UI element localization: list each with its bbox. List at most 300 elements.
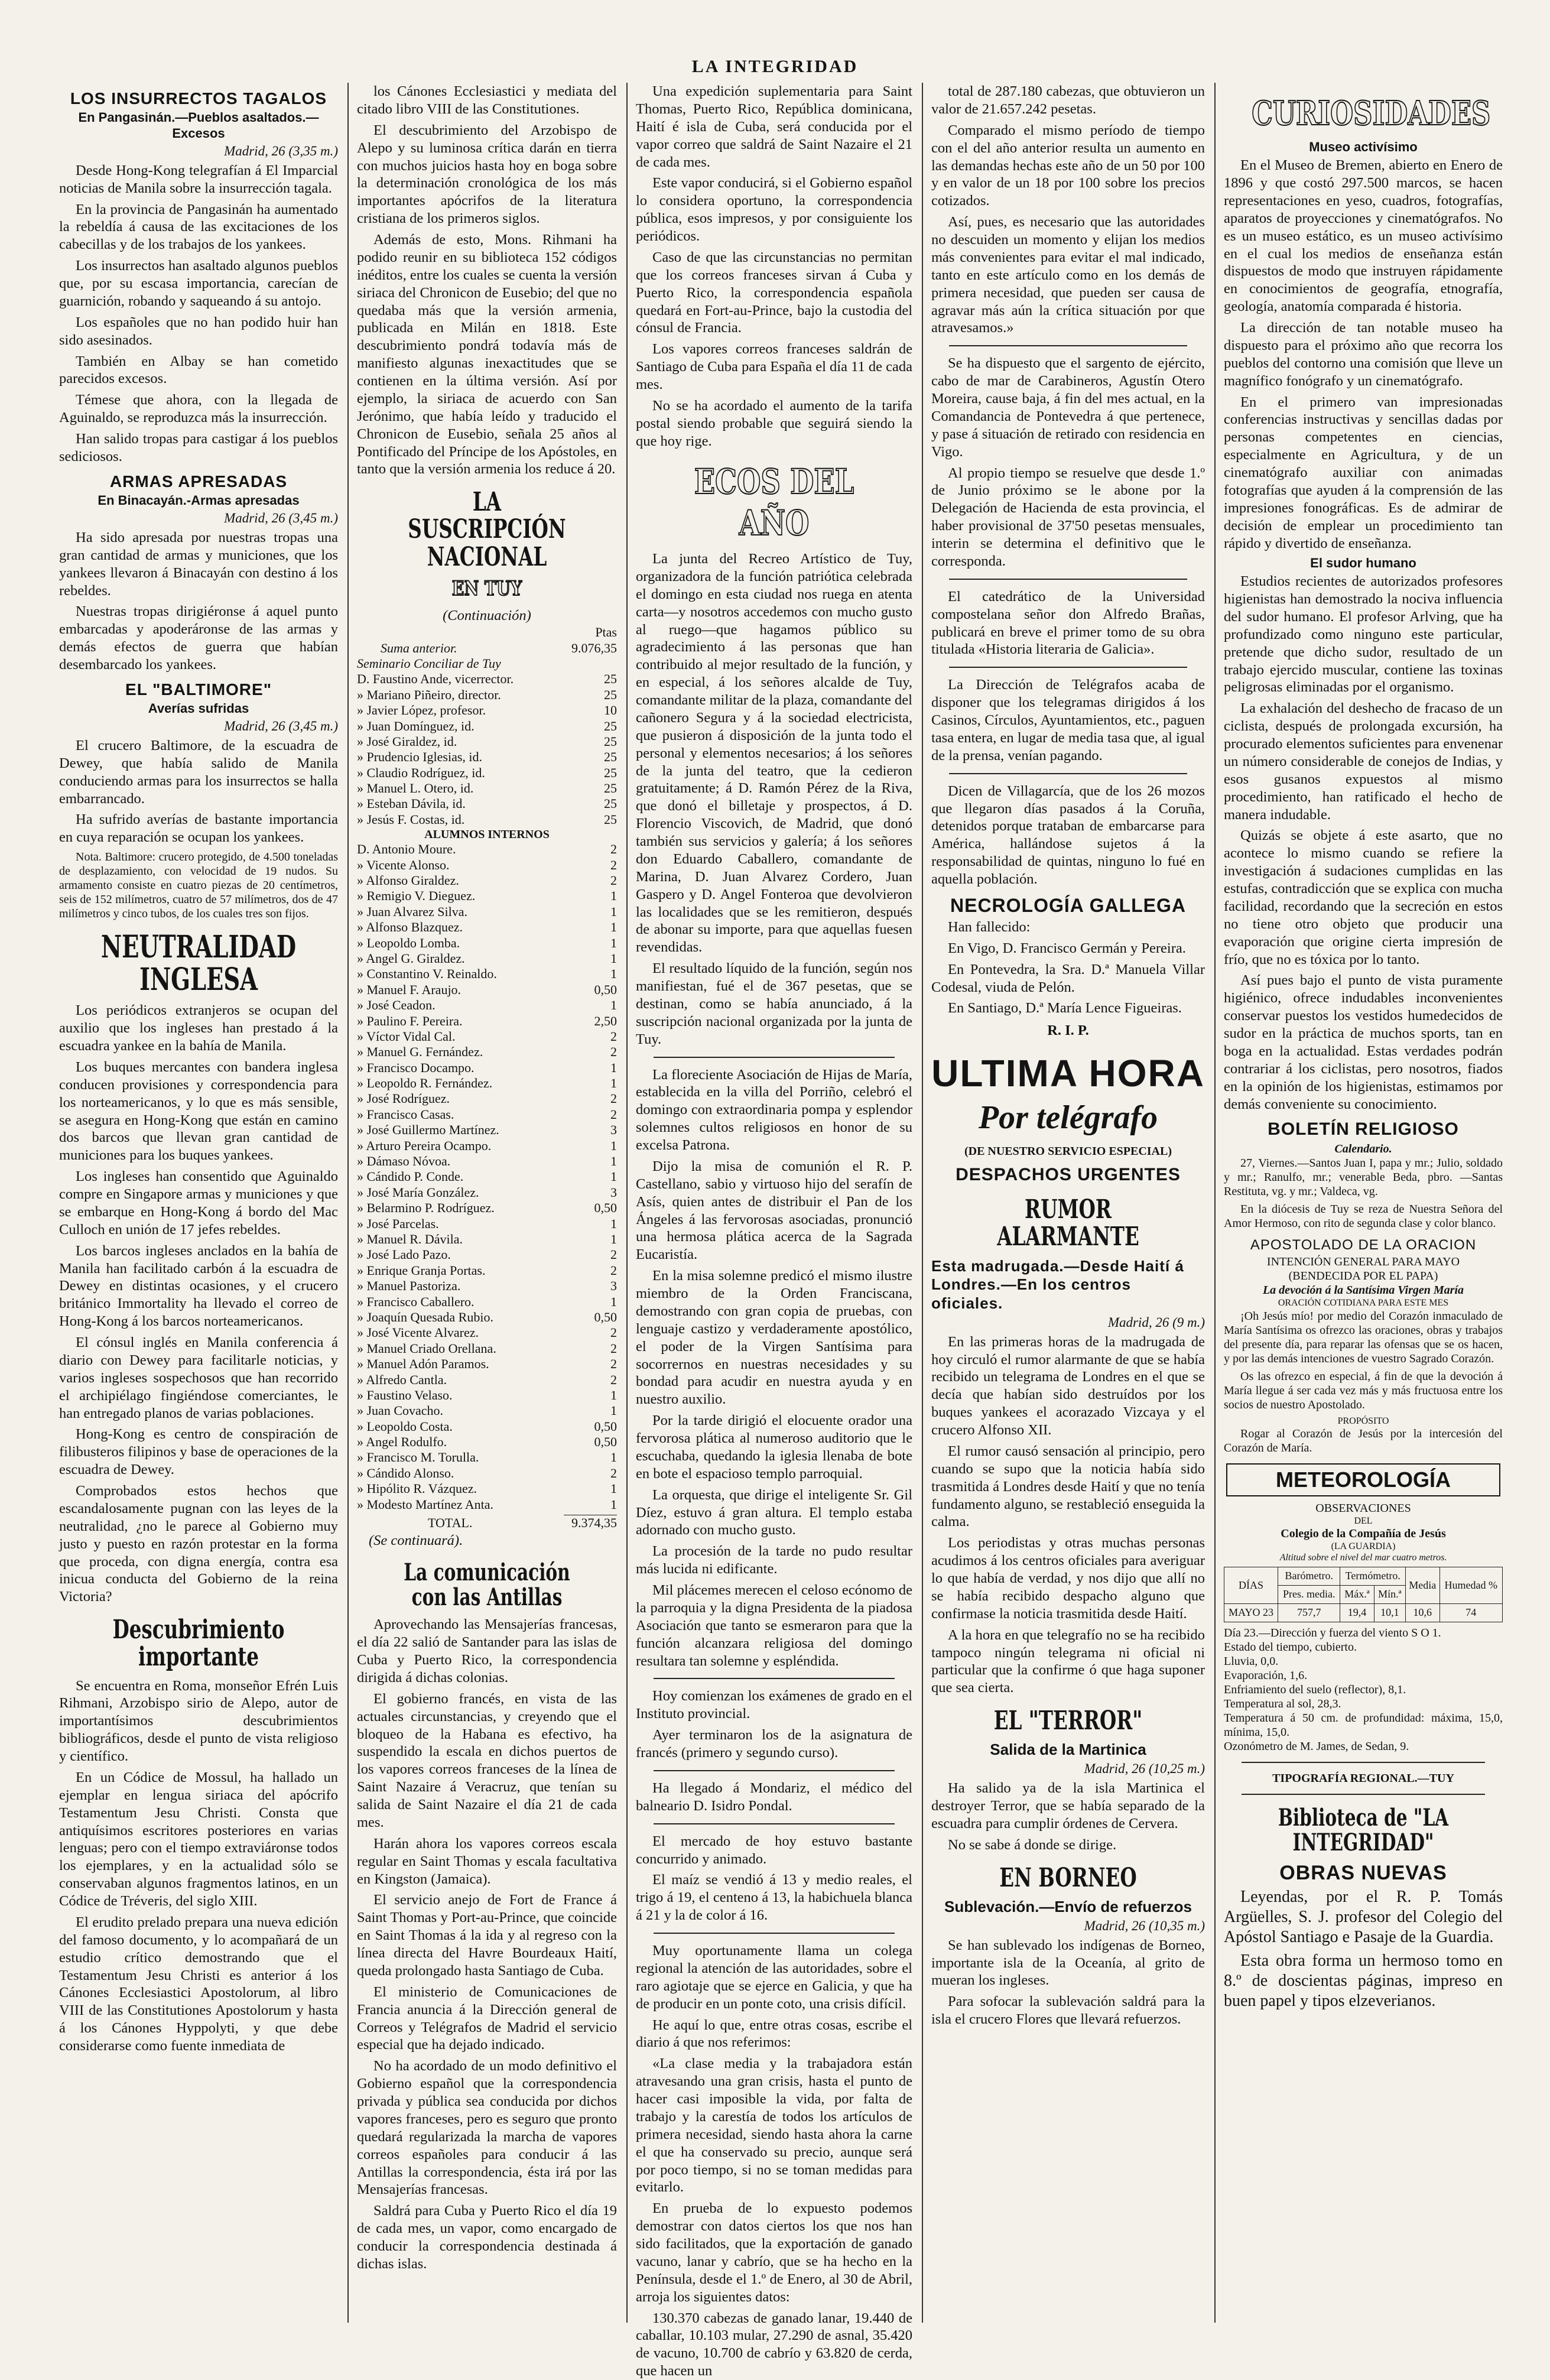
- met-header-min: Mín.ª: [1374, 1586, 1406, 1604]
- paragraph: Esta obra forma un hermoso tomo en 8.º de doscientas páginas, impreso en buen papel y tipos elzeverianos.: [1224, 1951, 1503, 2011]
- donor-name: » Prudencio Iglesias, id.: [357, 749, 564, 765]
- paragraph: En la provincia de Pangasinán ha aumentado la rebeldía á causa de las excitaciones de los cabecillas y de los trabajos de los yankees.: [59, 201, 338, 254]
- paragraph: La floreciente Asociación de Hijas de María, establecida en la villa del Porriño, celebró el domingo con extraordinaria pompa y esplendor solemnes cultos religiosos en honor de su excelsa Patrona.: [636, 1066, 912, 1154]
- paragraph: No ha acordado de un modo definitivo el Gobierno español que la correspondencia privada y pública sea conducida por dichos vapores franceses, pero es seguro que pronto quedará regularizada la marcha de vapores correos españoles para conducir á las Antillas la correspondencia, ésta irá por las Mensajerías francesas.: [357, 2057, 617, 2199]
- apostolado-title: APOSTOLADO DE LA ORACION: [1224, 1236, 1503, 1254]
- met-colegio: Colegio de la Compañía de Jesús: [1224, 1527, 1503, 1541]
- donation-amount: 25: [564, 765, 617, 781]
- donor-name: » José Parcelas.: [357, 1216, 564, 1232]
- donation-row: [357, 1232, 617, 1247]
- donation-row: [357, 982, 617, 998]
- seminario-label: Seminario Conciliar de Tuy: [357, 656, 617, 671]
- terror-subtitle: Salida de la Martinica: [931, 1741, 1205, 1759]
- suma-value: 9.076,35: [564, 641, 617, 656]
- donor-name: » Remigio V. Dieguez.: [357, 888, 564, 904]
- donation-row: [357, 1060, 617, 1076]
- met-max: 19,4: [1340, 1604, 1374, 1622]
- donor-name: » José Ceadon.: [357, 998, 564, 1013]
- paragraph: El gobierno francés, en vista de las actuales circunstancias, y creyendo que el bloqueo de la Habana es efectivo, ha suspendido la escala en dichos puertos de los vapores correos franceses de la línea de Saint Nazaire á Veracruz, que tenían su salida de Saint Nazaire el día 21 de cada mes.: [357, 1690, 617, 1832]
- paragraph: El resultado líquido de la función, según nos manifiestan, fué el de 367 pesetas, que se destinan, como se había anunciado, á la suscripción nacional organizada por la junta de Tuy.: [636, 960, 912, 1048]
- insurrectos-dateline: Madrid, 26 (3,35 m.): [59, 143, 338, 160]
- donation-amount: 1: [564, 1232, 617, 1247]
- paragraph: Aprovechando las Mensajerías francesas, el día 22 salió de Santander para las islas de Cuba y Puerto Rico, la correspondencia dirigida á dichas colonias.: [357, 1616, 617, 1687]
- borneo-title: EN BORNEO: [967, 1865, 1169, 1892]
- paragraph: Una expedición suplementaria para Saint Thomas, Puerto Rico, República dominicana, Haití é isla de Cuba, será conducida por el vapor correo que saldrá de Saint Nazaire el 21 de cada mes.: [636, 83, 912, 171]
- donation-amount: 1: [564, 888, 617, 904]
- donor-name: » Manuel F. Araujo.: [357, 982, 564, 998]
- proposito-text: Rogar al Corazón de Jesús por la intercesión del Corazón de María.: [1224, 1427, 1503, 1455]
- met-note: Lluvia, 0,0.: [1224, 1654, 1503, 1668]
- paragraph: Los españoles que no han podido huir han sido asesinados.: [59, 314, 338, 349]
- paragraph: Los ingleses han consentido que Aguinaldo compre en Singapore armas y municiones y que se embarque en Hong-Kong á bordo del Mac Culloch en unión de 17 jefes rebeldes.: [59, 1168, 338, 1239]
- donation-row: [357, 1434, 617, 1450]
- paragraph: En Vigo, D. Francisco Germán y Pereira.: [931, 940, 1205, 957]
- donation-row: [357, 888, 617, 904]
- paragraph: Estudios recientes de autorizados profesores higienistas han demostrado la nociva influencia del sudor humano. El profesor Arlving, que ha profundizado como ninguno este particular, pretende que dicho sudor, resultado de un trabajo ejercido muscular, contiene las toxinas peligrosas eliminadas por el organismo.: [1224, 573, 1503, 696]
- donor-name: » Juan Domínguez, id.: [357, 719, 564, 734]
- met-note: Temperatura á 50 cm. de profundidad: máxima, 15,0, mínima, 15,0.: [1224, 1711, 1503, 1739]
- donation-row: [357, 1419, 617, 1434]
- donation-row: [357, 1403, 617, 1418]
- donor-name: » Juan Covacho.: [357, 1403, 564, 1418]
- donor-name: » Paulino F. Pereira.: [357, 1014, 564, 1029]
- donation-amount: 2: [564, 1372, 617, 1388]
- donation-amount: 2: [564, 1091, 617, 1106]
- divider: [654, 1678, 895, 1679]
- paragraph: Los buques mercantes con bandera inglesa conducen provisiones y correspondencia para los norteamericanos, y lo que es más sensible, se asegura en Hong-Kong que están en camino dos barcos que llevan gran cantidad de municiones para los buques yankees.: [59, 1059, 338, 1164]
- donation-amount: 1: [564, 1216, 617, 1232]
- paragraph: La exhalación del deshecho de fracaso de un ciclista, después de prolongada excursión, ha procurado elementos suficientes para envenenar un número considerable de conejos de Indias, y esos gusanos expuestos al mismo procedimiento, han ratificado el hecho de manera indudable.: [1224, 700, 1503, 823]
- donor-name: » Leopoldo Costa.: [357, 1419, 564, 1434]
- paragraph: Mil plácemes merecen el celoso ecónomo de la parroquia y la digna Presidenta de la piadosa Asociación que tanto se esmeraron para que la función alcanzara religiosa del domingo resultara tan solemne y espléndida.: [636, 1582, 912, 1670]
- donation-row: [357, 1122, 617, 1138]
- donation-amount: 2: [564, 842, 617, 857]
- donation-amount: 1: [564, 1497, 617, 1512]
- baltimore-subtitle: Averías sufridas: [59, 701, 338, 717]
- paragraph: La Dirección de Telégrafos acaba de disponer que los telegramas dirigidos á los Casinos, Círculos, Ayuntamientos, etc., paguen tasa entera, en lugar de media tasa que, al igual de la prensa, venían pagando.: [931, 676, 1205, 764]
- donation-row: [357, 1200, 617, 1216]
- donation-amount: 3: [564, 1122, 617, 1138]
- rumor-dateline: Madrid, 26 (9 m.): [931, 1314, 1205, 1331]
- donation-row: [357, 1169, 617, 1184]
- donation-amount: 1: [564, 998, 617, 1013]
- baltimore-title: EL "BALTIMORE": [59, 680, 338, 700]
- curiosidades-title: CURIOSIDADES: [1252, 93, 1475, 134]
- curiosidades-sub2: El sudor humano: [1224, 556, 1503, 572]
- met-min: 10,1: [1374, 1604, 1406, 1622]
- donor-name: » Manuel L. Otero, id.: [357, 781, 564, 796]
- antillas-title: La comunicación con las Antillas: [391, 1560, 583, 1610]
- paragraph: Han salido tropas para castigar á los pueblos sediciosos.: [59, 430, 338, 466]
- paragraph: El crucero Baltimore, de la escuadra de Dewey, que había salido de Manila conduciendo armas para los insurrectos se halla embarrancado.: [59, 737, 338, 808]
- donation-row: [357, 1341, 617, 1356]
- donation-row: [357, 1372, 617, 1388]
- donation-amount: 10: [564, 703, 617, 718]
- paragraph: He aquí lo que, entre otras cosas, escribe el diario á que nos referimos:: [636, 2017, 912, 2052]
- donation-amount: 2,50: [564, 1014, 617, 1029]
- donor-name: » Faustino Velaso.: [357, 1388, 564, 1403]
- donation-row: [357, 873, 617, 888]
- insurrectos-title: LOS INSURRECTOS TAGALOS: [59, 89, 338, 109]
- paragraph: Harán ahora los vapores correos escala regular en Saint Thomas y escala facultativa en Kingston (Jamaica).: [357, 1835, 617, 1888]
- donation-row: [357, 1029, 617, 1044]
- calendario-label: Calendario.: [1224, 1142, 1503, 1156]
- paragraph: Comprobados estos hechos que escandalosamente pugnan con las leyes de la neutralidad, ¿no le parece al Gobierno muy justo y puesto en razón protestar en la forma que proceda, con digna energía, contra esa inicua conducta del Gobierno de la reina Victoria?: [59, 1482, 338, 1606]
- devocion-label: La devoción á la Santísima Virgen María: [1224, 1283, 1503, 1297]
- donation-amount: 25: [564, 719, 617, 734]
- donation-amount: 2: [564, 1247, 617, 1262]
- donation-row: [357, 951, 617, 966]
- donor-name: » Manuel Pastoriza.: [357, 1278, 564, 1294]
- donation-amount: 25: [564, 734, 617, 749]
- met-note: Evaporación, 1,6.: [1224, 1668, 1503, 1683]
- paragraph: Así, pues, es necesario que las autoridades no descuiden un momento y elijan los medios más convenientes para evitar el mal indicado, tanto en este artículo como en los demás de primera necesidad, que pueden ser causa de agravar más aún la crítica situación por que atravesamos.»: [931, 213, 1205, 337]
- donor-name: » Mariano Piñeiro, director.: [357, 687, 564, 703]
- paragraph: Ha sufrido averías de bastante importancia en cuya reparación se ocupan los yankees.: [59, 811, 338, 846]
- donor-name: » Francisco M. Torulla.: [357, 1450, 564, 1465]
- donor-name: » Manuel G. Fernández.: [357, 1044, 564, 1060]
- donation-amount: 1: [564, 920, 617, 935]
- borneo-subtitle: Sublevación.—Envío de refuerzos: [931, 1898, 1205, 1917]
- donation-amount: 2: [564, 1356, 617, 1372]
- donation-row: [357, 671, 617, 687]
- donation-row: [357, 1325, 617, 1340]
- donation-amount: 2: [564, 1263, 617, 1278]
- donor-name: » Hipólito R. Vázquez.: [357, 1481, 564, 1496]
- tipografia-label: TIPOGRAFÍA REGIONAL.—TUY: [1224, 1771, 1503, 1785]
- donation-amount: 1: [564, 1154, 617, 1169]
- donation-amount: 1: [564, 936, 617, 951]
- donation-row: [357, 1154, 617, 1169]
- column-4: [931, 83, 1205, 2323]
- met-header-termometro: Termómetro.: [1340, 1567, 1406, 1586]
- paragraph: Comparado el mismo período de tiempo con el del año anterior resulta un aumento en las demandas hechas este año de un 50 por 100 y en valor de un 18 por 100 sobre los precios cotizados.: [931, 122, 1205, 210]
- suscripcion-title: LA SUSCRIPCIÓN NACIONAL: [391, 489, 583, 571]
- paragraph: Este vapor conducirá, si el Gobierno español lo considera oportuno, la correspondencia pública, esos impresos, y por consiguiente los periódicos.: [636, 174, 912, 245]
- donation-amount: 2: [564, 1466, 617, 1481]
- donation-row: [357, 858, 617, 873]
- alumnos-label: ALUMNOS INTERNOS: [357, 827, 617, 842]
- donation-row: [357, 1185, 617, 1200]
- donation-amount: 1: [564, 1403, 617, 1418]
- donation-row: [357, 812, 617, 827]
- oracion-text: ¡Oh Jesús mío! por medio del Corazón inmaculado de María Santísima os ofrezco las oraciones, obras y trabajos del presente día, para reparar las ofensas que se os hacen, y por las demás intenciones de vuestro Sagrado Corazón.: [1224, 1309, 1503, 1366]
- donor-name: » Manuel Criado Orellana.: [357, 1341, 564, 1356]
- donation-row: [357, 687, 617, 703]
- paragraph: En un Códice de Mossul, ha hallado un ejemplar en lengua siriaca del apócrifo Testamentum Jesu Christi. Consta que antiquísimos escritores posteriores en varias lenguas; pero con el tiempo extraviáronse todos los ejemplares, y en la actualidad sólo se conservaban algunos fragmentos latinos, en un Códice de Tréveris, del siglo XIII.: [59, 1769, 338, 1910]
- borneo-dateline: Madrid, 26 (10,35 m.): [931, 1918, 1205, 1934]
- paragraph: Hoy comienzan los exámenes de grado en el Instituto provincial.: [636, 1687, 912, 1723]
- paragraph: Se encuentra en Roma, monseñor Efrén Luis Rihmani, Arzobispo sirio de Alepo, autor de importantísimos descubrimientos bibliográficos, desde el punto de vista religioso y científico.: [59, 1677, 338, 1765]
- paragraph: La orquesta, que dirige el inteligente Sr. Gil Díez, estuvo á gran altura. El templo estaba adornado con mucho gusto.: [636, 1486, 912, 1540]
- paragraph: Así pues bajo el punto de vista puramente higiénico, ofrece indudables inconvenientes conservar puestos los vestidos humedecidos de sudor en la práctica de muchos sports, tan en boga en la actualidad. Estas verdades podrán contrariar á los ciclistas, pero nosotros, fiados en la opinión de los higienistas, estimamos por demás conveniente su conocimiento.: [1224, 972, 1503, 1113]
- donor-name: » Alfonso Giraldez.: [357, 873, 564, 888]
- column-2: [357, 83, 617, 2323]
- donations-list: [357, 671, 617, 827]
- donor-name: » Constantino V. Reinaldo.: [357, 966, 564, 982]
- paragraph: Ha salido ya de la isla Martinica el destroyer Terror, que se había separado de la escuadra para cumplir órdenes de Cervera.: [931, 1780, 1205, 1833]
- donor-name: » Javier López, profesor.: [357, 703, 564, 718]
- donation-row: [357, 1014, 617, 1029]
- paragraph: Los insurrectos han asaltado algunos pueblos que, por su escasa importancia, carecían de guarnición, robando y saqueando á su antojo.: [59, 257, 338, 310]
- baltimore-dateline: Madrid, 26 (3,45 m.): [59, 718, 338, 735]
- donor-name: » José Lado Pazo.: [357, 1247, 564, 1262]
- paragraph: En Santiago, D.ª María Lence Figueiras.: [931, 999, 1205, 1017]
- donation-row: [357, 1388, 617, 1403]
- donor-name: » Esteban Dávila, id.: [357, 796, 564, 811]
- paragraph: Para sofocar la sublevación saldrá para la isla el crucero Flores que llevará refuerzos.: [931, 1993, 1205, 2028]
- donation-row: [357, 781, 617, 796]
- donor-name: » Manuel Adón Paramos.: [357, 1356, 564, 1372]
- paragraph: El erudito prelado prepara una nueva edición del famoso documento, y lo acompañará de un estudio crítico demostrando que el Testamentum Jesu Christi es anterior á los Cánones Ecclesiastici Apostolorum, al libro VIII de las Constitutiones Apostolorum y hasta á los Cánones Hyppolyti, y que debe considerarse como fuente inmediata de: [59, 1914, 338, 2055]
- donor-name: D. Antonio Moure.: [357, 842, 564, 857]
- donation-row: [357, 1247, 617, 1262]
- donation-row: [357, 703, 617, 718]
- donation-row: [357, 998, 617, 1013]
- paragraph: En la misa solemne predicó el mismo ilustre miembro de la Orden Franciscana, demostrando con gran copia de pruebas, con lenguaje castizo y verdaderamente apostólico, el poder de la Virgen Santísima para socorrernos en nuestras necesidades y su bondad para acudir en nuestra ayuda y en nuestro auxilio.: [636, 1267, 912, 1408]
- rumor-title: RUMOR ALARMANTE: [967, 1196, 1169, 1251]
- donation-amount: 2: [564, 1341, 617, 1356]
- donation-amount: 0,50: [564, 1310, 617, 1325]
- paragraph: total de 287.180 cabezas, que obtuvieron un valor de 21.657.242 pesetas.: [931, 83, 1205, 118]
- donation-row: [357, 1138, 617, 1154]
- paragraph: Han fallecido:: [931, 918, 1205, 936]
- divider: [1242, 1794, 1485, 1795]
- donor-name: » Alfredo Cantla.: [357, 1372, 564, 1388]
- donation-amount: 25: [564, 749, 617, 765]
- necrologia-title: NECROLOGÍA GALLEGA: [931, 894, 1205, 917]
- divider: [654, 1770, 895, 1771]
- donor-name: » Belarmino P. Rodríguez.: [357, 1200, 564, 1216]
- paragraph: Ha sido apresada por nuestras tropas una gran cantidad de armas y municiones, que los yankees llevaron á Binacayán con destino á los rebeldes.: [59, 529, 338, 600]
- oracion-text-2: Os las ofrezco en especial, á fin de que la devoción á María llegue á ser cada vez más y más fructuosa entre los socios de nuestro Apostolado.: [1224, 1369, 1503, 1412]
- paragraph: Nuestras tropas dirigiéronse á aquel punto embarcadas y apoderáronse de las armas y demás efectos de guerra que habían desembarcado los yankees.: [59, 603, 338, 674]
- donor-name: » Jesús F. Costas, id.: [357, 812, 564, 827]
- suscripcion-subtitle: EN TUY: [383, 577, 591, 601]
- column-1: [59, 83, 338, 2323]
- divider: [654, 1933, 895, 1934]
- donation-row: [357, 1091, 617, 1106]
- met-header-barometro: Barómetro.: [1278, 1567, 1340, 1586]
- donation-amount: 0,50: [564, 982, 617, 998]
- met-note: Temperatura al sol, 28,3.: [1224, 1697, 1503, 1711]
- paragraph: Leyendas, por el R. P. Tomás Argüelles, S. J. profesor del Colegio del Apóstol Santiago e Pasaje de la Guardia.: [1224, 1887, 1503, 1947]
- armas-title: ARMAS APRESADAS: [59, 472, 338, 492]
- met-humedad: 74: [1439, 1604, 1502, 1622]
- donation-row: [357, 1076, 617, 1091]
- paragraph: Témese que ahora, con la llegada de Aguinaldo, se reproduzca más la insurrección.: [59, 391, 338, 427]
- armas-subtitle: En Binacayán.-Armas apresadas: [59, 493, 338, 509]
- donation-row: [357, 1278, 617, 1294]
- donation-amount: 2: [564, 873, 617, 888]
- paragraph: El mercado de hoy estuvo bastante concurrido y animado.: [636, 1833, 912, 1868]
- column-rule: [922, 83, 923, 2323]
- donation-amount: 1: [564, 951, 617, 966]
- donor-name: » Francisco Docampo.: [357, 1060, 564, 1076]
- met-header-dias: DÍAS: [1224, 1567, 1278, 1604]
- paragraph: La dirección de tan notable museo ha dispuesto para el próximo año que recorra los pueblos del contorno una comisión que lleve un magnífico fonógrafo y un cinematógrafo.: [1224, 319, 1503, 390]
- curiosidades-sub1: Museo activísimo: [1224, 139, 1503, 155]
- met-note: Estado del tiempo, cubierto.: [1224, 1640, 1503, 1654]
- donor-name: » Francisco Casas.: [357, 1107, 564, 1122]
- donor-name: » Vicente Alonso.: [357, 858, 564, 873]
- donation-row: [357, 1466, 617, 1481]
- paragraph: «La clase media y la trabajadora están atravesando una gran crisis, hasta el punto de hacer casi imposible la vida, por falta de trabajo y la carestía de todos los artículos de primera necesidad, siendo hasta ahora la carne el que ha conservado su precio, aunque será por poco tiempo, si no se toman medidas para evitarlo.: [636, 2055, 912, 2196]
- donor-name: » Leopoldo Lomba.: [357, 936, 564, 951]
- paragraph: El descubrimiento del Arzobispo de Alepo y su luminosa crítica darán en tierra con muchos juicios hasta hoy en boga sobre la determinación cronológica de los más importantes apócrifos de la literatura cristiana de los primeros siglos.: [357, 122, 617, 228]
- terror-title: EL "TERROR": [967, 1707, 1169, 1735]
- paragraph: Los barcos ingleses anclados en la bahía de Manila han facilitado carbón á la escuadra de Dewey en distintas ocasiones, y el crucero británico Immortality ha llevado el correo de Hong-Kong á los barcos norteamericanos.: [59, 1242, 338, 1330]
- obras-title: OBRAS NUEVAS: [1224, 1861, 1503, 1885]
- paragraph: El catedrático de la Universidad compostelana señor don Alfredo Brañas, publicará en breve el primer tomo de su obra titulada «Historia literaria de Galicia».: [931, 588, 1205, 659]
- donation-amount: 3: [564, 1185, 617, 1200]
- met-header-media: Media: [1406, 1567, 1439, 1604]
- armas-dateline: Madrid, 26 (3,45 m.): [59, 510, 338, 527]
- met-guardia: (LA GUARDIA): [1224, 1541, 1503, 1552]
- intencion-label: INTENCIÓN GENERAL PARA MAYO: [1224, 1255, 1503, 1269]
- total-label: TOTAL.: [357, 1515, 564, 1531]
- masthead: LA INTEGRIDAD: [0, 57, 1550, 77]
- baltimore-note: Nota. Baltimore: crucero protegido, de 4.500 toneladas de desplazamiento, con velocidad de 19 nudos. Su armamento consiste en cuatro piezas de 20 centímetros, seis de 152 milímetros, cuatro de 57 milímetros, dos de 47 milímetros y cinco tubos, de los cuales tres son fijos.: [59, 850, 338, 921]
- paragraph: En prueba de lo expuesto podemos demostrar con datos ciertos los que nos han sido facilitados, que la exportación de ganado vacuno, lanar y cabrío, que se ha hecho en la Península, desde el 1.º de Enero, al 30 de Abril, arroja los siguientes datos:: [636, 2200, 912, 2306]
- divider: [949, 579, 1187, 580]
- paragraph: Al propio tiempo se resuelve que desde 1.º de Junio próximo se le abone por la Delegación de Hacienda de esta provincia, el haber provisional de 37'50 pesetas mensuales, interin se determina el definitivo que le corresponda.: [931, 465, 1205, 570]
- paragraph: Se han sublevado los indígenas de Borneo, importante isla de la Oceanía, al grito de mueran los ingleses.: [931, 1937, 1205, 1990]
- column-rule: [1214, 83, 1216, 2323]
- divider: [654, 1823, 895, 1824]
- paragraph: los Cánones Ecclesiastici y mediata del citado libro VIII de las Constitutiones.: [357, 83, 617, 118]
- paragraph: En la diócesis de Tuy se reza de Nuestra Señora del Amor Hermoso, con rito de segunda clase y color blanco.: [1224, 1202, 1503, 1230]
- donation-amount: 2: [564, 858, 617, 873]
- donor-name: » José Rodríguez.: [357, 1091, 564, 1106]
- paragraph: Muy oportunamente llama un colega regional la atención de las autoridades, sobre el raro agiotaje que se ejerce en Galicia, y que ha de producir en un ponte coto, una crisis difícil.: [636, 1942, 912, 2013]
- donation-amount: 1: [564, 1294, 617, 1310]
- paragraph: El cónsul inglés en Manila conferencia á diario con Dewey para facilitarle noticias, y varios ingleses sospechosos que han recorrido el archipiélago fingiéndose comerciantes, le han entregado planos de varias poblaciones.: [59, 1334, 338, 1422]
- donation-amount: 0,50: [564, 1419, 617, 1434]
- bendecida-label: (BENDECIDA POR EL PAPA): [1224, 1269, 1503, 1283]
- donation-amount: 25: [564, 687, 617, 703]
- donation-row: [357, 749, 617, 765]
- donation-amount: 0,50: [564, 1434, 617, 1450]
- paragraph: En Pontevedra, la Sra. D.ª Manuela Villar Codesal, viuda de Pelón.: [931, 961, 1205, 996]
- paragraph: Se ha dispuesto que el sargento de ejército, cabo de mar de Carabineros, Agustín Otero Moreira, cause baja, á fin del mes actual, en la Comandancia de Pontevedra á que pertenece, y pase á situación de retirado con residencia en Vigo.: [931, 355, 1205, 460]
- paragraph: La procesión de la tarde no pudo resultar más lucida ni edificante.: [636, 1543, 912, 1578]
- paragraph: Ayer terminaron los de la asignatura de francés (primero y segundo curso).: [636, 1726, 912, 1762]
- donation-amount: 25: [564, 671, 617, 687]
- ecos-title: ECOS DEL AÑO: [664, 461, 885, 545]
- donation-amount: 2: [564, 1044, 617, 1060]
- paragraph: 130.370 cabezas de ganado lanar, 19.440 de caballar, 10.103 mular, 27.290 de asnal, 35.420 de vacuno, 10.700 de cabrío y 63.820 de cerda, que hacen un: [636, 2310, 912, 2380]
- paragraph: Desde Hong-Kong telegrafían á El Imparcial noticias de Manila sobre la insurrección tagala.: [59, 162, 338, 197]
- donation-amount: 1: [564, 966, 617, 982]
- rumor-lead: Esta madrugada.—Desde Haití á Londres.—En los centros oficiales.: [931, 1257, 1205, 1313]
- met-note: Día 23.—Dirección y fuerza del viento S O 1.: [1224, 1626, 1503, 1640]
- donation-row: [357, 1310, 617, 1325]
- divider: [949, 773, 1187, 774]
- met-header-pres: Pres. media.: [1278, 1586, 1340, 1604]
- donation-amount: 2: [564, 1029, 617, 1044]
- donation-row: [357, 1294, 617, 1310]
- donation-amount: 3: [564, 1278, 617, 1294]
- boletin-title: BOLETÍN RELIGIOSO: [1224, 1119, 1503, 1141]
- donation-amount: 1: [564, 1076, 617, 1091]
- donation-row: [357, 1044, 617, 1060]
- paragraph: Los periódicos extranjeros se ocupan del auxilio que los ingleses han prestado á la escuadra yankee en la bahía de Manila.: [59, 1002, 338, 1055]
- donation-row: [357, 796, 617, 811]
- donor-name: » Angel G. Giraldez.: [357, 951, 564, 966]
- meteorologia-table: [1224, 1567, 1503, 1622]
- donor-name: » José Giraldez, id.: [357, 734, 564, 749]
- donations-table: [357, 625, 617, 671]
- ultima-hora-title: ULTIMA HORA: [931, 1050, 1205, 1096]
- donor-name: » Leopoldo R. Fernández.: [357, 1076, 564, 1091]
- donation-amount: 1: [564, 904, 617, 920]
- rip: R. I. P.: [931, 1022, 1205, 1040]
- paragraph: A la hora en que telegrafío no se ha recibido tampoco ningún telegrama ni oficial ni particular que la confirme ó que haga suponer que sea cierta.: [931, 1626, 1205, 1697]
- donation-amount: 1: [564, 1138, 617, 1154]
- donor-name: » Manuel R. Dávila.: [357, 1232, 564, 1247]
- donation-row: [357, 842, 617, 857]
- donor-name: » Angel Rodulfo.: [357, 1434, 564, 1450]
- donor-name: » Arturo Pereira Ocampo.: [357, 1138, 564, 1154]
- met-note: Ozonómetro de M. James, de Sedan, 9.: [1224, 1739, 1503, 1754]
- donor-name: D. Faustino Ande, vicerrector.: [357, 671, 564, 687]
- donation-row: [357, 966, 617, 982]
- donor-name: » Francisco Caballero.: [357, 1294, 564, 1310]
- paragraph: El maíz se vendió á 13 y medio reales, el trigo á 19, el centeno á 13, la habichuela blanca á 21 y la de color á 16.: [636, 1871, 912, 1924]
- donation-row: [357, 734, 617, 749]
- donation-amount: 1: [564, 1481, 617, 1496]
- donor-name: » Modesto Martínez Anta.: [357, 1497, 564, 1512]
- paragraph: En las primeras horas de la madrugada de hoy circuló el rumor alarmante de que se había recibido un telegrama de Londres en el que se decía que habían sido destruídos por los buques yankees el acorazado Vizcaya y el crucero Alfonso XII.: [931, 1333, 1205, 1439]
- donation-row: [357, 1263, 617, 1278]
- donor-name: » José Vicente Alvarez.: [357, 1325, 564, 1340]
- donor-name: » Enrique Granja Portas.: [357, 1263, 564, 1278]
- total-value: 9.374,35: [564, 1515, 617, 1531]
- paragraph: El servicio anejo de Fort de France á Saint Thomas y Port-au-Prince, que coincide en Saint Thomas á la ida y al regreso con la línea directa del Havre Bourdeaux Haití, queda prolongado hasta Santiago de Cuba.: [357, 1891, 617, 1979]
- divider: [949, 345, 1187, 346]
- donations-total: [357, 1515, 617, 1531]
- donor-name: » Claudio Rodríguez, id.: [357, 765, 564, 781]
- donation-amount: 0,50: [564, 1200, 617, 1216]
- servicio-especial: (DE NUESTRO SERVICIO ESPECIAL): [931, 1144, 1205, 1158]
- continuara: (Se continuará).: [369, 1532, 617, 1550]
- paragraph: Por la tarde dirigió el elocuente orador una fervorosa plática al numeroso auditorio que le escuchaba, quedando la iglesia llenaba de bote en bote el espacioso templo parroquial.: [636, 1412, 912, 1483]
- donor-name: » Dámaso Nóvoa.: [357, 1154, 564, 1169]
- paragraph: También en Albay se han cometido parecidos excesos.: [59, 353, 338, 388]
- donation-row: [357, 1216, 617, 1232]
- met-observaciones: OBSERVACIONES: [1224, 1501, 1503, 1515]
- column-3: [636, 83, 912, 2323]
- paragraph: La junta del Recreo Artístico de Tuy, organizadora de la función patriótica celebrada el domingo en esta ciudad nos ruega en atenta carta—y nosotros accedemos con mucho gusto al ruego—que hagamos público su agradecimiento á las personas que han contribuido al mejor resultado de la función, y en especial, á los señores alcalde de Tuy, comandante militar de la plaza, comandante del cañonero Segura y á la sociedad electricista, que pusieron á disposición de la junta todo el personal y elementos necesarios; á los señores de la junta del teatro, que la cedieron gratuitamente; á D. Ramón Pérez de la Riva, que donó el billetaje y prospectos, á D. Florencio Viscovich, de Madrid, que donó también sus servicios y galería; á los señores don Eduardo Caballero, comandante de Marina, D. Juan Alvarez Cordero, Juan Gaspero y D. Angel Fonteroa que devolvieron las localidades que se les remitieron, después de abonar su importe, para que aquellas fuesen revendidas.: [636, 550, 912, 956]
- paragraph: El ministerio de Comunicaciones de Francia anuncia á la Dirección general de Correos y Telégrafos de Madrid el servicio especial que ha dejado indicado.: [357, 1983, 617, 2054]
- met-dia: MAYO 23: [1224, 1604, 1278, 1622]
- neutralidad-title: NEUTRALIDAD INGLESA: [95, 931, 301, 996]
- insurrectos-subtitle: En Pangasinán.—Pueblos asaltados.—Excesos: [59, 110, 338, 142]
- donation-amount: 1: [564, 1388, 617, 1403]
- donor-name: » Cándido Alonso.: [357, 1466, 564, 1481]
- divider: [654, 1057, 895, 1058]
- paragraph: No se sabe á donde se dirige.: [931, 1836, 1205, 1854]
- donation-amount: 2: [564, 1325, 617, 1340]
- paragraph: En el Museo de Bremen, abierto en Enero de 1896 y que costó 297.500 marcos, se hacen representaciones en yeso, cuadros, fotografías, aparatos de proyecciones y cinematógrafos. No es un museo estático, es un museo activísimo en el cual los medios de enseñanza están dispuestos de modo que instruyen rápidamente en conocimientos de geografía, etnografía, geología, anatomía comparada é historia.: [1224, 157, 1503, 316]
- suscripcion-continuacion: (Continuación): [357, 607, 617, 625]
- donation-row: [357, 719, 617, 734]
- donor-name: » Víctor Vidal Cal.: [357, 1029, 564, 1044]
- met-pres: 757,7: [1278, 1604, 1340, 1622]
- paragraph: Dijo la misa de comunión el R. P. Castellano, sabio y virtuoso hijo del serafín de Asís, quien antes de distribuir el Pan de los Ángeles á las fervorosas asociadas, pronunció una hermosa plática acerca de la Sagrada Eucaristía.: [636, 1158, 912, 1264]
- paragraph: Ha llegado á Mondariz, el médico del balneario D. Isidro Pondal.: [636, 1780, 912, 1815]
